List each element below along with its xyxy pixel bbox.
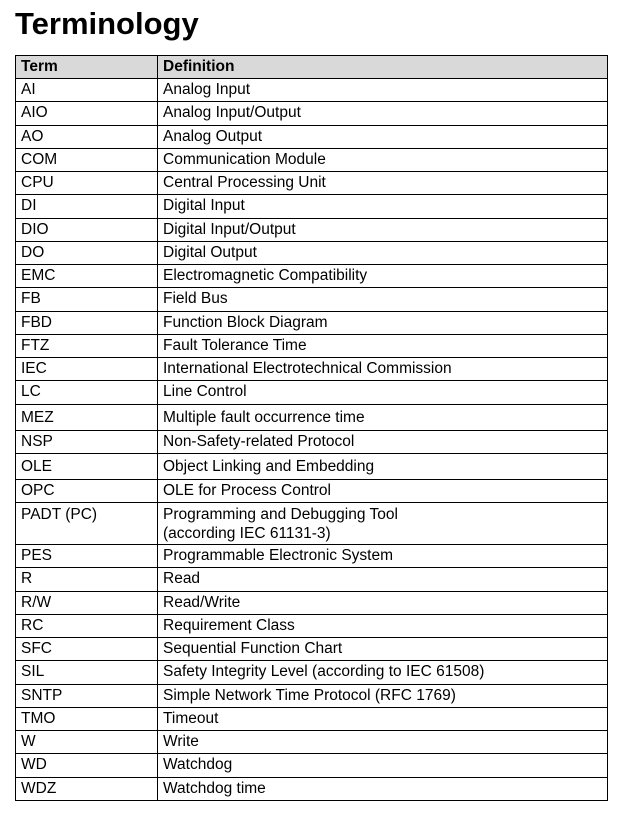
definition-cell [158, 125, 608, 148]
definition-cell [158, 102, 608, 125]
table-row [16, 404, 608, 430]
definition-text: Fault Tolerance Time [163, 336, 307, 354]
term-cell: AI [16, 79, 158, 102]
definition-text: Watchdog [163, 756, 233, 774]
term-cell: SNTP [16, 684, 158, 707]
table-row [16, 241, 608, 264]
definition-cell [158, 503, 608, 545]
definition-text: Digital Input [163, 197, 245, 215]
definition-cell [158, 754, 608, 777]
definition-text: Communication Module [163, 150, 326, 168]
term-cell: SFC [16, 638, 158, 661]
table-row [16, 614, 608, 637]
definition-cell [158, 288, 608, 311]
definition-text: Analog Input [163, 81, 251, 98]
definition-cell [158, 241, 608, 264]
table-row [16, 288, 608, 311]
term-cell: R/W [16, 591, 158, 614]
definition-text: (according IEC 61131-3) [163, 525, 331, 542]
term-cell: TMO [16, 707, 158, 730]
table-row [16, 591, 608, 614]
table-row [16, 545, 608, 568]
definition-text: Non-Safety-related Protocol [163, 432, 355, 450]
definition-cell [158, 684, 608, 707]
definition-cell [158, 358, 608, 381]
table-row [16, 453, 608, 479]
definition-text: Read [163, 570, 201, 588]
term-cell: CPU [16, 172, 158, 195]
term-cell: IEC [16, 358, 158, 381]
table-row [16, 661, 608, 684]
definition-text: Electromagnetic Compatibility [163, 267, 368, 284]
definition-text: Multiple fault occurrence time [163, 408, 365, 426]
definition-text: Object Linking and Embedding [163, 457, 375, 475]
definition-cell [158, 218, 608, 241]
definition-text: Safety Integrity Level (according to IEC 61508) [163, 663, 485, 681]
term-cell: COM [16, 148, 158, 171]
definition-cell [158, 777, 608, 800]
definition-text: Analog Input/Output [163, 104, 301, 122]
definition-cell [158, 430, 608, 453]
table-row [16, 707, 608, 730]
term-cell: FB [16, 288, 158, 311]
definition-text: Write [163, 733, 199, 750]
definition-cell [158, 79, 608, 102]
term-cell: OPC [16, 479, 158, 502]
table-row [16, 125, 608, 148]
definition-cell [158, 381, 608, 404]
definition-cell [158, 707, 608, 730]
table-row [16, 102, 608, 125]
definition-cell [158, 195, 608, 218]
term-cell: WD [16, 754, 158, 777]
table-row [16, 79, 608, 102]
header-row [16, 56, 608, 79]
table-row [16, 568, 608, 591]
table-row [16, 311, 608, 334]
definition-text: Watchdog time [163, 779, 266, 797]
term-cell: DI [16, 195, 158, 218]
definition-text: OLE for Process Control [163, 481, 331, 499]
term-cell: PADT (PC) [16, 503, 158, 545]
definition-text: International Electrotechnical Commission [163, 360, 452, 377]
term-cell: SIL [16, 661, 158, 684]
definition-cell [158, 545, 608, 568]
table-row [16, 148, 608, 171]
term-cell: FBD [16, 311, 158, 334]
definition-cell [158, 453, 608, 479]
definition-text: Programmable Electronic System [163, 547, 393, 564]
definition-text: Sequential Function Chart [163, 640, 343, 657]
table-header [16, 56, 608, 79]
definition-text: Read/Write [163, 593, 241, 611]
term-cell: AO [16, 125, 158, 148]
column-header-term: Term [16, 56, 158, 79]
definition-cell [158, 172, 608, 195]
table-row [16, 754, 608, 777]
definition-cell [158, 334, 608, 357]
definition-text: Field Bus [163, 290, 228, 308]
definition-text: Digital Output [163, 243, 257, 261]
table-row [16, 777, 608, 800]
table-row [16, 684, 608, 707]
term-cell: WDZ [16, 777, 158, 800]
term-cell: R [16, 568, 158, 591]
term-cell: OLE [16, 453, 158, 479]
definition-text: Analog Output [163, 127, 263, 145]
term-cell: AIO [16, 102, 158, 125]
term-cell: FTZ [16, 334, 158, 357]
table-row [16, 334, 608, 357]
definition-cell [158, 311, 608, 334]
term-cell: EMC [16, 265, 158, 288]
column-header-definition: Definition [158, 56, 608, 79]
term-cell: NSP [16, 430, 158, 453]
table-body [16, 79, 608, 801]
term-cell: DIO [16, 218, 158, 241]
definition-cell [158, 638, 608, 661]
definition-cell [158, 265, 608, 288]
definition-cell [158, 614, 608, 637]
definition-cell [158, 661, 608, 684]
definition-text: Requirement Class [163, 616, 295, 634]
table-row [16, 638, 608, 661]
definition-cell [158, 479, 608, 502]
definition-text: Line Control [163, 383, 247, 401]
table-row [16, 195, 608, 218]
page-title: Terminology [15, 6, 199, 41]
definition-cell [158, 568, 608, 591]
term-cell: PES [16, 545, 158, 568]
table-row [16, 265, 608, 288]
definition-text: Simple Network Time Protocol (RFC 1769) [163, 686, 456, 704]
definition-cell [158, 404, 608, 430]
table-row [16, 172, 608, 195]
term-cell: LC [16, 381, 158, 404]
table-row [16, 358, 608, 381]
table-row [16, 731, 608, 754]
definition-text: Timeout [163, 709, 219, 727]
term-cell: DO [16, 241, 158, 264]
definition-text: Programming and Debugging Tool [163, 506, 398, 523]
term-cell: W [16, 731, 158, 754]
term-cell: MEZ [16, 404, 158, 430]
definition-text: Digital Input/Output [163, 220, 296, 238]
term-cell: RC [16, 614, 158, 637]
definition-cell [158, 591, 608, 614]
table-row [16, 503, 608, 545]
definition-cell [158, 731, 608, 754]
terminology-table [15, 55, 608, 801]
definition-cell [158, 148, 608, 171]
table-row [16, 479, 608, 502]
table-row [16, 381, 608, 404]
definition-text: Central Processing Unit [163, 174, 326, 191]
table-row [16, 430, 608, 453]
definition-text: Function Block Diagram [163, 313, 328, 331]
table-row [16, 218, 608, 241]
